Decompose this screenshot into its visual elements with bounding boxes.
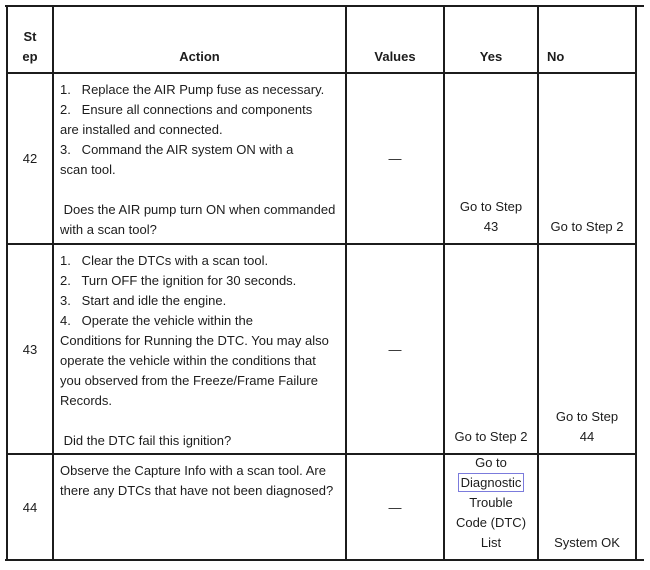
step-number-cell: [8, 74, 54, 245]
step-number: 43: [22, 341, 38, 357]
diagnostic-trouble-code-link[interactable]: Diagnostic: [458, 473, 525, 492]
action-line: there any DTCs that have not been diagnosed?: [60, 483, 334, 498]
no-line: Go to Step 2: [550, 219, 624, 234]
yes-cell-step-43: [445, 245, 539, 455]
yes-cell-step-42: [445, 74, 539, 245]
yes-line: List: [480, 535, 502, 550]
action-question-line: Does the AIR pump turn ON when commanded: [60, 202, 336, 217]
action-cell-step-43: [54, 245, 347, 455]
action-line-blank: [60, 411, 345, 431]
action-line: you observed from the Freeze/Frame Failure: [60, 373, 318, 388]
col-header-no: [539, 7, 635, 74]
action-line: Conditions for Running the DTC. You may also: [60, 333, 329, 348]
col-header-step: [8, 7, 54, 74]
action-line: 4. Operate the vehicle within the: [60, 313, 253, 328]
action-line: Records.: [60, 393, 113, 408]
action-line: 2. Ensure all connections and components: [60, 102, 313, 117]
action-cell-step-44: [54, 455, 347, 559]
yes-line: Go to Step: [459, 199, 523, 214]
col-header-yes: [445, 7, 539, 74]
no-line: 44: [579, 429, 595, 444]
yes-line: Go to Step 2: [454, 429, 528, 444]
col-header-step-line: St: [23, 29, 37, 44]
action-question-line: Did the DTC fail this ignition?: [60, 433, 232, 448]
no-line: Go to Step: [555, 409, 619, 424]
yes-line: Trouble: [469, 495, 513, 510]
step-number-cell: [8, 455, 54, 559]
diagnostic-step-table: [6, 7, 637, 559]
action-question-line: with a scan tool?: [60, 222, 157, 237]
no-cell-step-44: [539, 455, 635, 559]
step-number: 44: [22, 499, 38, 515]
yes-line: Code (DTC): [455, 515, 527, 530]
col-header-values: [347, 7, 445, 74]
no-cell-step-42: [539, 74, 635, 245]
col-header-action: [54, 7, 347, 74]
col-header-action-label: Action: [179, 49, 220, 64]
col-header-values-label: Values: [374, 49, 416, 64]
yes-line: 43: [483, 219, 499, 234]
action-line: 3. Command the AIR system ON with a: [60, 142, 294, 157]
step-number-cell: [8, 245, 54, 455]
action-cell-step-42: [54, 74, 347, 245]
values-cell-step-44: [347, 455, 445, 559]
action-line: scan tool.: [60, 162, 116, 177]
action-line: Observe the Capture Info with a scan tool. Are: [60, 463, 326, 478]
values-dash: —: [388, 499, 402, 515]
col-header-step-line: ep: [22, 49, 38, 64]
table-bottom-border: [5, 559, 644, 561]
yes-line: [458, 473, 525, 493]
action-line: 2. Turn OFF the ignition for 30 seconds.: [60, 273, 297, 288]
action-line: 1. Clear the DTCs with a scan tool.: [60, 253, 269, 268]
yes-line: Go to: [475, 455, 507, 470]
action-line: 3. Start and idle the engine.: [60, 293, 227, 308]
action-line: are installed and connected.: [60, 122, 223, 137]
col-header-no-label: No: [547, 49, 565, 64]
yes-cell-step-44: [445, 455, 539, 559]
values-dash: —: [388, 341, 402, 357]
step-number: 42: [22, 151, 38, 166]
values-cell-step-43: [347, 245, 445, 455]
action-line: 1. Replace the AIR Pump fuse as necessary.: [60, 82, 325, 97]
no-line: System OK: [554, 535, 620, 550]
col-header-yes-label: Yes: [479, 49, 503, 64]
no-cell-step-43: [539, 245, 635, 455]
values-dash: —: [388, 151, 402, 166]
action-line: operate the vehicle within the conditions that: [60, 353, 316, 368]
values-cell-step-42: [347, 74, 445, 245]
action-line-blank: [60, 180, 345, 200]
